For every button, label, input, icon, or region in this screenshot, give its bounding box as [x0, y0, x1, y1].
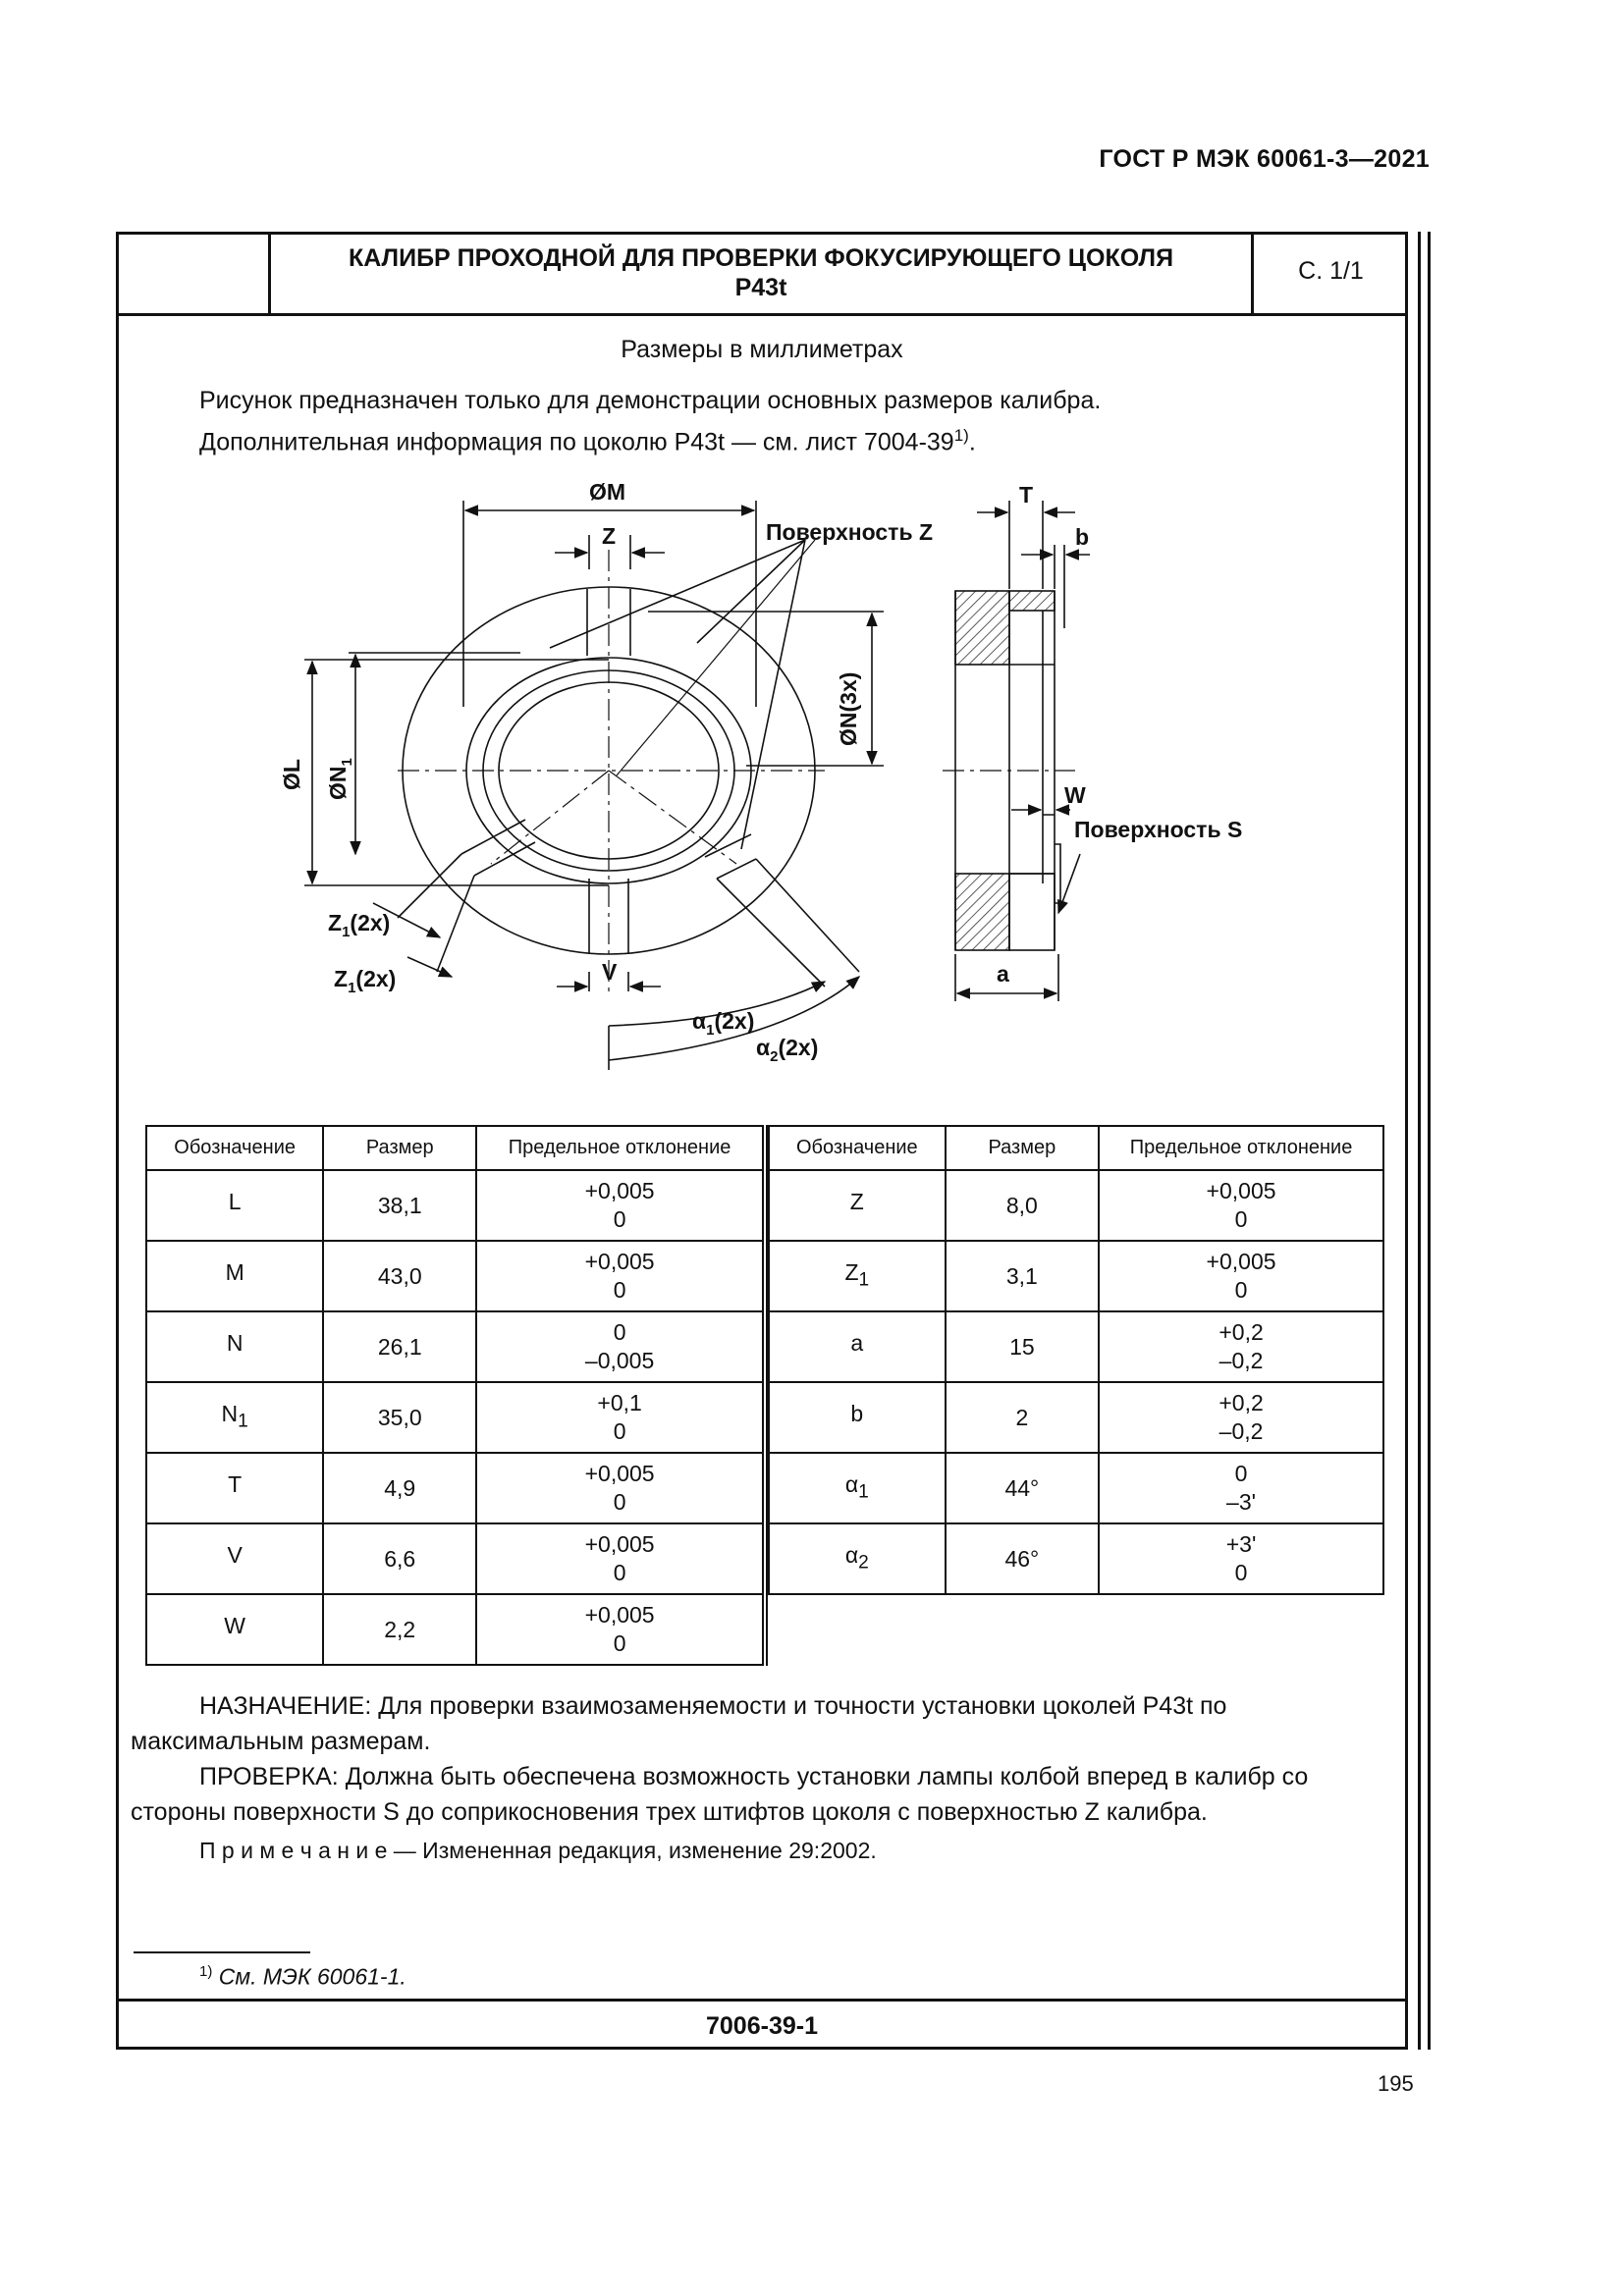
col-header: Размер — [323, 1126, 476, 1170]
standard-code: ГОСТ Р МЭК 60061-3—2021 — [1099, 145, 1430, 173]
label-L: ØL — [279, 759, 304, 790]
description — [131, 1688, 1392, 1830]
table-row: M 43,0 +0,005 0 — [146, 1241, 765, 1311]
label-W: W — [1064, 782, 1086, 808]
check-text: ПРОВЕРКА: Должна быть обеспечена возможность установки лампы колбой вперед в калибр со стороны поверхности S до соприкосновения трех штифтов цоколя с поверхностью Z калибра. — [131, 1763, 1309, 1826]
sheet-index: С. 1/1 — [1298, 257, 1364, 285]
units-note: Размеры в миллиметрах — [621, 336, 903, 363]
col-header: Обозначение — [769, 1126, 946, 1170]
table-row: a 15 +0,2 –0,2 — [769, 1311, 1383, 1382]
footnote-divider — [134, 1951, 310, 1953]
label-b: b — [1075, 524, 1090, 550]
sheet-title: КАЛИБР ПРОХОДНОЙ ДЛЯ ПРОВЕРКИ ФОКУСИРУЮЩЕГО ЦОКОЛЯ P43t — [348, 244, 1174, 301]
label-Z: Z — [602, 523, 617, 549]
purpose-text: НАЗНАЧЕНИЕ: Для проверки взаимозаменяемости и точности установки цоколей P43t по максимальным размерам. — [131, 1692, 1227, 1755]
label-T: T — [1019, 482, 1034, 507]
table-row: Z 8,0 +0,005 0 — [769, 1170, 1383, 1241]
col-header: Предельное отклонение — [476, 1126, 765, 1170]
label-surface-z: Поверхность Z — [766, 519, 934, 545]
label-Z1-lower: $Z_1(2x)$ — [334, 966, 397, 996]
note: П р и м е ч а н и е — Измененная редакция, изменение 29:2002. — [199, 1838, 877, 1863]
table-row: N 26,1 0 –0,005 — [146, 1311, 765, 1382]
label-a: a — [997, 961, 1009, 987]
table-row: T 4,9 +0,005 0 — [146, 1453, 765, 1523]
label-Z1-upper: $Z_1(2x)$ — [328, 910, 391, 940]
col-header: Обозначение — [146, 1126, 323, 1170]
intro-text: Рисунок предназначен только для демонстрации основных размеров калибра. Дополнительная информация по цоколю P43t — см. лист 7004-39$^{1)}$. — [199, 387, 1102, 456]
table-row: W 2,2 +0,005 0 — [146, 1594, 765, 1665]
label-N1 — [325, 758, 355, 800]
table-row: $N_1$ 35,0 +0,1 0 — [146, 1382, 765, 1453]
table-row: V 6,6 +0,005 0 — [146, 1523, 765, 1594]
table-row: $Z_1$ 3,1 +0,005 0 — [769, 1241, 1383, 1311]
table-row: $\alpha_1$ 44° 0 –3' — [769, 1453, 1383, 1523]
col-header: Предельное отклонение — [1099, 1126, 1383, 1170]
sheet-number: 7006-39-1 — [706, 2012, 818, 2040]
dimension-table-left — [145, 1125, 768, 1666]
label-V: V — [602, 959, 618, 985]
dimension-table-right — [768, 1125, 1384, 1595]
col-header: Размер — [946, 1126, 1099, 1170]
page-number: 195 — [1378, 2071, 1414, 2096]
label-alpha2: $\alpha_2(2x)$ — [756, 1035, 819, 1065]
svg-text:ØN1: $ØN_1$ — [325, 758, 355, 800]
footer-divider — [116, 1999, 1408, 2002]
table-row: L 38,1 +0,005 0 — [146, 1170, 765, 1241]
label-surface-s: Поверхность S — [1074, 817, 1243, 842]
label-M: ØM — [589, 479, 626, 505]
label-N-3x: ØN(3x) — [836, 671, 861, 746]
table-row: b 2 +0,2 –0,2 — [769, 1382, 1383, 1453]
table-row: $\alpha_2$ 46° +3' 0 — [769, 1523, 1383, 1594]
label-alpha1: $\alpha_1(2x)$ — [692, 1008, 755, 1039]
footnote: $^{1)}$ См. МЭК 60061-1. — [199, 1963, 406, 1990]
